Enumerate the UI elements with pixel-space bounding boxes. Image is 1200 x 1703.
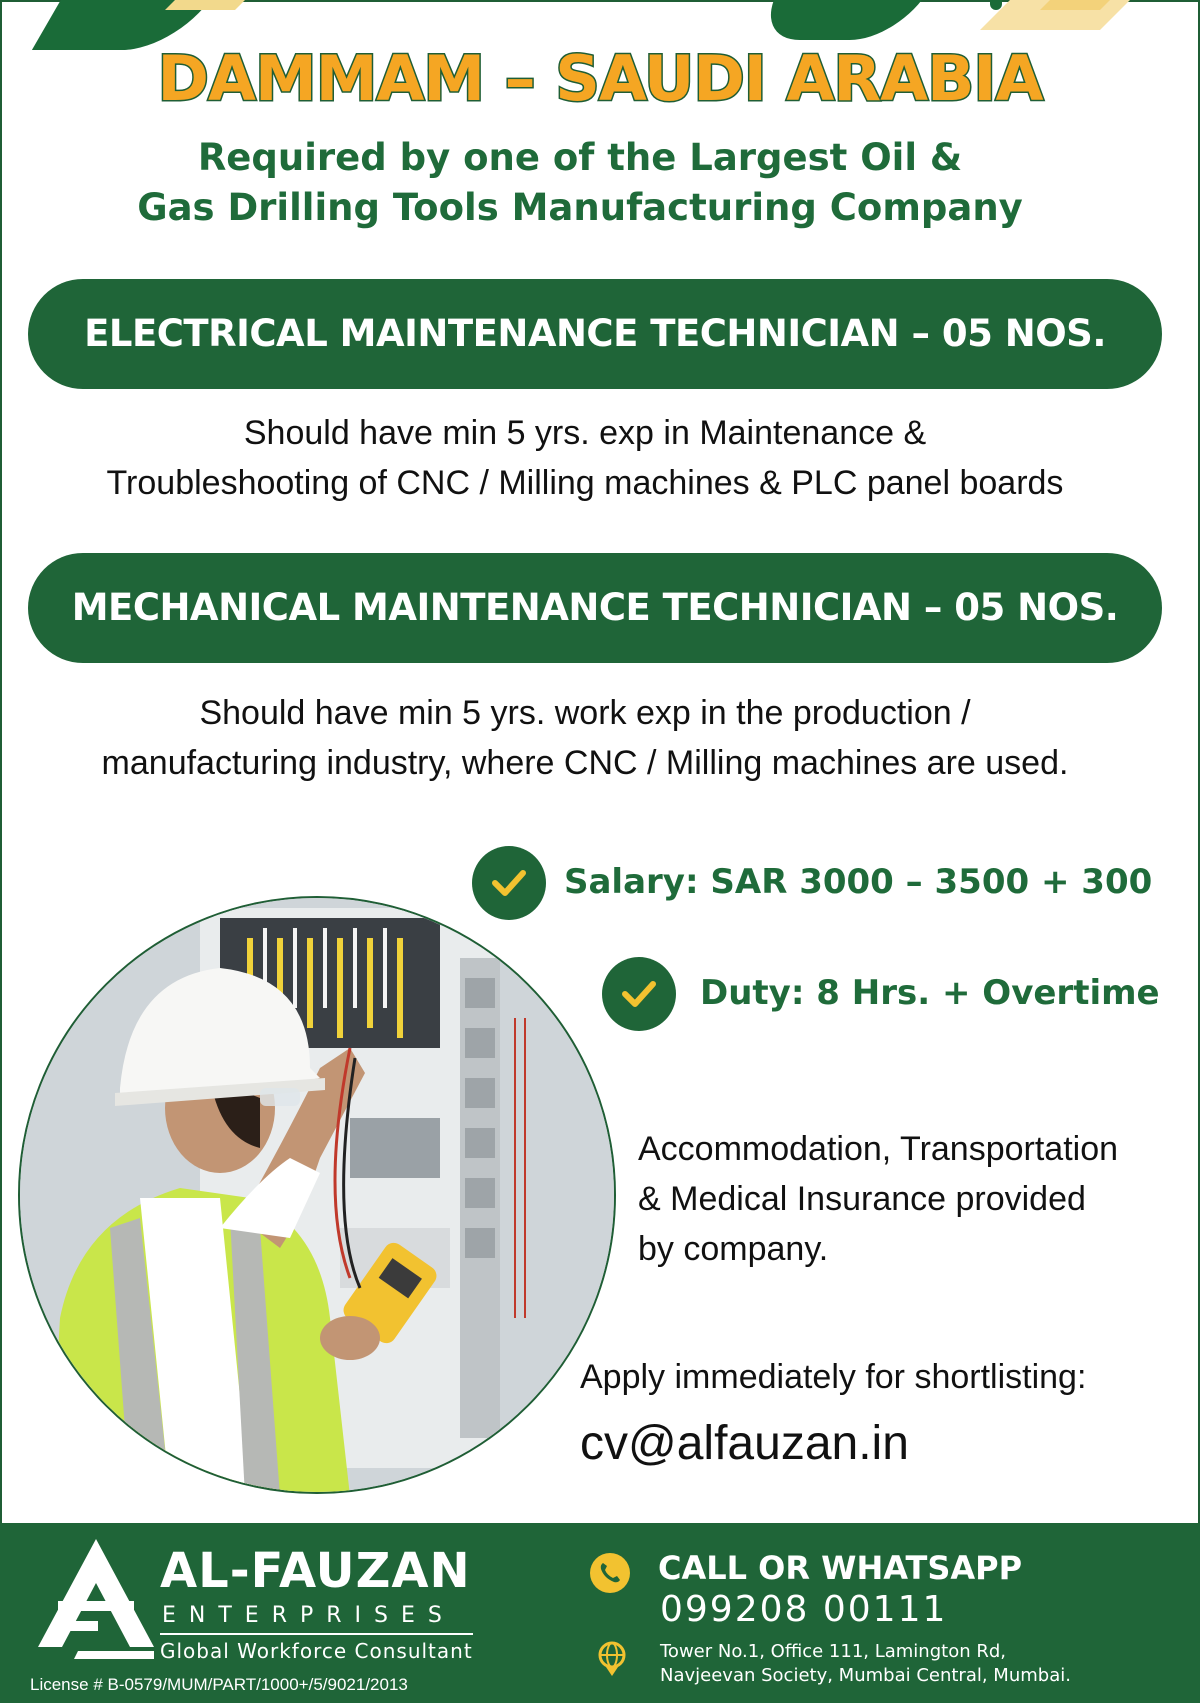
- electrical-requirement-line-2: Troubleshooting of CNC / Milling machines & PLC panel boards: [106, 464, 1064, 502]
- perks-line-2: & Medical Insurance provided: [638, 1180, 1086, 1218]
- duty-info: Duty: 8 Hrs. + Overtime: [700, 973, 1160, 1013]
- company-logo-icon: [38, 1539, 154, 1659]
- company-description-line-2: Gas Drilling Tools Manufacturing Company: [137, 186, 1023, 229]
- electrical-requirement-line-1: Should have min 5 yrs. exp in Maintenance &: [243, 414, 927, 452]
- salary-info: Salary: SAR 3000 – 3500 + 300: [564, 862, 1153, 902]
- address-line-1: Tower No.1, Office 111, Lamington Rd,: [660, 1641, 1006, 1662]
- footer: [0, 1523, 1200, 1703]
- phone-icon: [590, 1553, 630, 1593]
- location-globe-icon: [594, 1641, 630, 1677]
- company-description-line-1: Required by one of the Largest Oil &: [197, 136, 963, 179]
- mechanical-requirement-line-1: Should have min 5 yrs. work exp in the production /: [199, 694, 971, 732]
- brand-name: AL-FAUZAN: [160, 1543, 471, 1599]
- perks-line-3: by company.: [638, 1230, 829, 1268]
- perks-line-1: Accommodation, Transportation: [638, 1130, 1119, 1168]
- address-line-2: Navjeevan Society, Mumbai Central, Mumbai.: [660, 1665, 1071, 1686]
- apply-instruction: Apply immediately for shortlisting:: [580, 1358, 1087, 1396]
- location-headline: DAMMAM – SAUDI ARABIA: [157, 42, 1043, 115]
- check-icon: [472, 846, 546, 920]
- call-label: CALL OR WHATSAPP: [658, 1549, 1023, 1587]
- technician-photo: [18, 896, 616, 1494]
- mechanical-requirement-line-2: manufacturing industry, where CNC / Milling machines are used.: [101, 744, 1069, 782]
- brand-subtitle: ENTERPRISES: [162, 1603, 455, 1628]
- apply-email-link[interactable]: cv@alfauzan.in: [580, 1417, 909, 1470]
- brand-tagline: Global Workforce Consultant: [160, 1633, 473, 1663]
- check-icon: [602, 957, 676, 1031]
- license-number: License # B-0579/MUM/PART/1000+/5/9021/2013: [30, 1675, 408, 1694]
- position-banner-mechanical: MECHANICAL MAINTENANCE TECHNICIAN – 05 NOS.: [28, 553, 1162, 663]
- position-banner-electrical: ELECTRICAL MAINTENANCE TECHNICIAN – 05 NOS.: [28, 279, 1162, 389]
- phone-number-link[interactable]: 099208 00111: [660, 1589, 948, 1630]
